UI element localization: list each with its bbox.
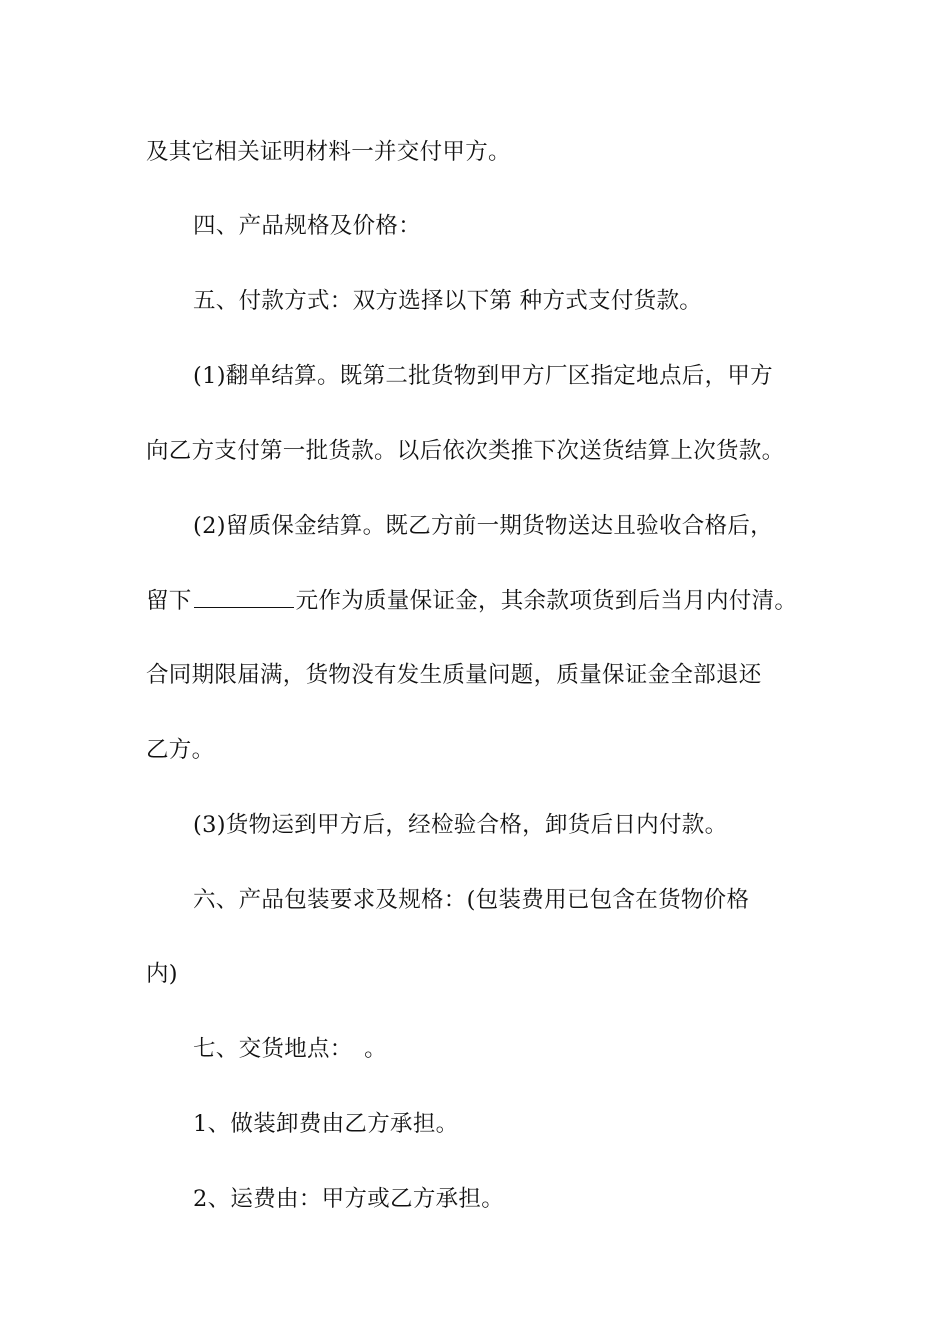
payment-option-2-line-3: 合同期限届满，货物没有发生质量问题，质量保证金全部退还 xyxy=(146,662,762,688)
section-4-heading: 四、产品规格及价格： xyxy=(193,213,422,239)
text-fragment: 留下 xyxy=(146,588,192,614)
payment-option-2-line-1: (2)留质保金结算。既乙方前一期货物送达且验收合格后， xyxy=(193,513,773,539)
payment-option-3: (3)货物运到甲方后，经检验合格，卸货后日内付款。 xyxy=(193,812,728,838)
payment-option-2-line-4: 乙方。 xyxy=(146,737,215,763)
blank-underline xyxy=(194,587,294,608)
section-6-heading-line-1: 六、产品包装要求及规格：(包装费用已包含在货物价格 xyxy=(193,887,750,913)
text-line-1: 及其它相关证明材料一并交付甲方。 xyxy=(146,139,511,165)
section-7-heading: 七、交货地点： 。 xyxy=(193,1036,387,1062)
payment-option-2-line-2 xyxy=(146,586,826,616)
section-6-heading-line-2: 内) xyxy=(146,961,178,987)
payment-option-1-line-2: 向乙方支付第一批货款。以后依次类推下次送货结算上次货款。 xyxy=(146,438,785,464)
text-fragment: 元作为质量保证金，其余款项货到后当月内付清。 xyxy=(295,588,798,614)
payment-option-1-line-1: (1)翻单结算。既第二批货物到甲方厂区指定地点后，甲方 xyxy=(193,363,773,389)
clause-2: 2、运费由：甲方或乙方承担。 xyxy=(193,1186,505,1212)
section-5-heading: 五、付款方式：双方选择以下第 种方式支付货款。 xyxy=(193,288,703,314)
clause-1: 1、做装卸费由乙方承担。 xyxy=(193,1111,459,1137)
